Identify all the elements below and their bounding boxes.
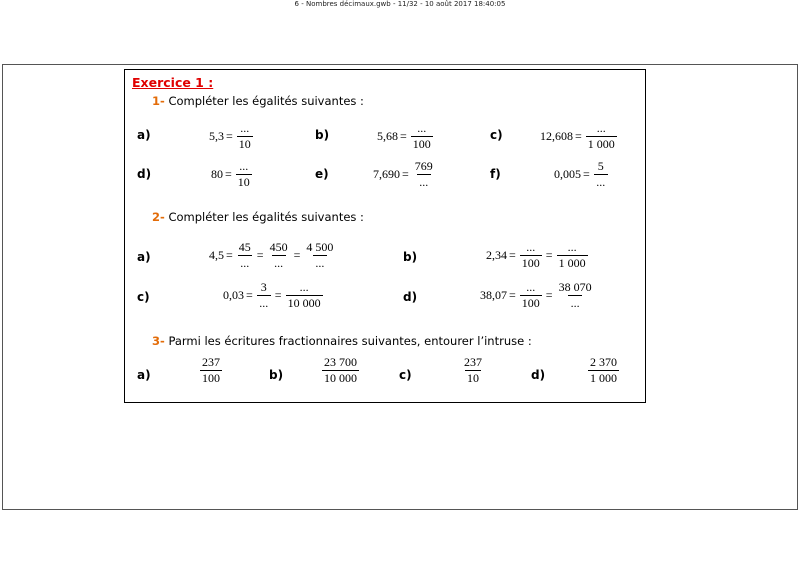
label-2b: b) <box>403 250 418 264</box>
fraction-3c: 237 10 <box>464 355 482 385</box>
question-3-text: Parmi les écritures fractionnaires suivantes, entourer l’intruse : <box>168 334 532 348</box>
equation-1b: 5,68 = ... 100 <box>377 121 431 151</box>
label-1e: e) <box>315 167 329 181</box>
equation-2d: 38,07 = ... 100 = 38 070 ... <box>480 280 592 310</box>
label-1b: b) <box>315 128 330 142</box>
label-3c: c) <box>399 368 412 382</box>
equation-1c: 12,608 = ... 1 000 <box>540 121 615 151</box>
equation-1f: 0,005 = 5 ... <box>554 160 610 189</box>
label-3a: a) <box>137 368 151 382</box>
fraction-3a: 237 100 <box>202 355 220 385</box>
equation-1e: 7,690 = 769 ... <box>373 159 433 189</box>
question-1 <box>152 94 364 108</box>
fraction-3d: 2 370 1 000 <box>590 355 617 385</box>
question-2-number: 2- <box>152 210 165 224</box>
question-1-text: Compléter les égalités suivantes : <box>168 94 364 108</box>
equation-2b: 2,34 = ... 100 = ... 1 000 <box>486 240 586 270</box>
label-1a: a) <box>137 128 151 142</box>
equation-1d: 80 = ... 10 <box>211 159 250 189</box>
label-2c: c) <box>137 290 150 304</box>
label-1d: d) <box>137 167 152 181</box>
question-1-number: 1- <box>152 94 165 108</box>
label-2d: d) <box>403 290 418 304</box>
exercise-box <box>124 69 646 403</box>
equation-2a: 4,5 = 45 ... = 450 ... = 4 500 ... <box>209 240 334 270</box>
label-1c: c) <box>490 128 503 142</box>
label-3d: d) <box>531 368 546 382</box>
question-3 <box>152 334 532 348</box>
equation-1a: 5,3 = ... 10 <box>209 121 251 151</box>
label-2a: a) <box>137 250 151 264</box>
label-1f: f) <box>490 167 501 181</box>
print-header: 6 - Nombres décimaux.gwb - 11/32 - 10 août 2017 18:40:05 <box>294 0 506 8</box>
question-3-number: 3- <box>152 334 165 348</box>
question-2 <box>152 210 364 224</box>
exercise-title: Exercice 1 : <box>132 75 214 90</box>
question-2-text: Compléter les égalités suivantes : <box>168 210 364 224</box>
label-3b: b) <box>269 368 284 382</box>
equation-2c: 0,03 = 3 ... = ... 10 000 <box>223 280 321 310</box>
fraction-3b: 23 700 10 000 <box>324 355 357 385</box>
